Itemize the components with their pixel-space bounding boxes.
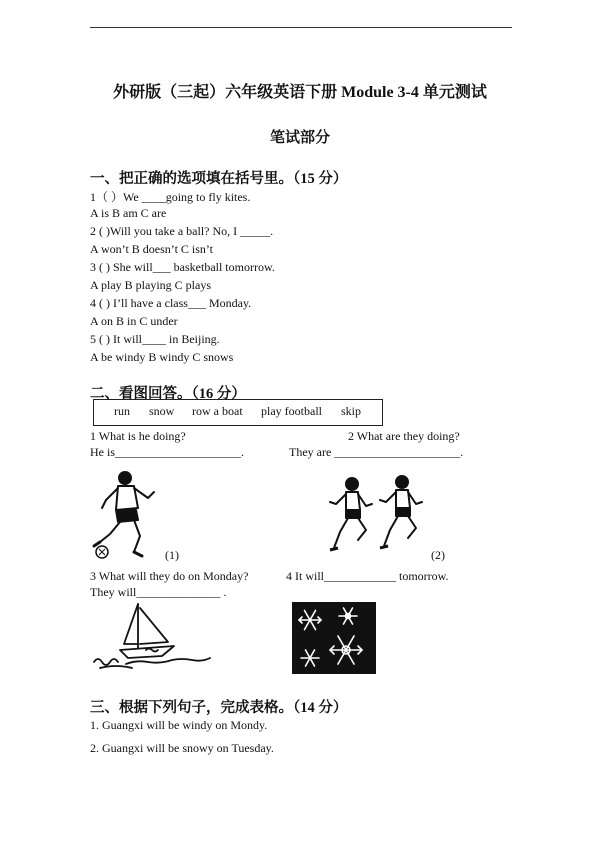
word-bank-item: play football xyxy=(261,404,322,418)
picture-question-1: 1 What is he doing? xyxy=(90,429,186,443)
sentence-line: 1. Guangxi will be windy on Mondy. xyxy=(90,718,268,732)
sentence-line: 2. Guangxi will be snowy on Tuesday. xyxy=(90,741,274,755)
picture-question-2: 2 What are they doing? xyxy=(348,429,460,443)
snowflakes-picture xyxy=(292,602,376,674)
page-subtitle: 笔试部分 xyxy=(269,130,330,146)
picture-answer-1: He is_____________________. xyxy=(90,445,244,459)
header-rule xyxy=(90,27,512,28)
options-line: A be windy B windy C snows xyxy=(90,350,234,364)
question-line: 3 ( ) She will___ basketball tomorrow. xyxy=(90,260,275,274)
picture-question-4: 4 It will____________ tomorrow. xyxy=(286,569,449,583)
word-bank-item: row a boat xyxy=(192,404,243,418)
question-line: 4 ( ) I’ll have a class___ Monday. xyxy=(90,296,252,310)
picture-label-2: (2) xyxy=(431,548,445,562)
question-line: 1（ ）We ____going to fly kites. xyxy=(90,190,251,204)
sailboat-picture xyxy=(90,598,218,670)
word-bank-item: run xyxy=(114,404,130,418)
section1-heading: 一、把正确的选项填在括号里。（15 分） xyxy=(90,171,348,187)
options-line: A on B in C under xyxy=(90,314,178,328)
question-line: 2 ( )Will you take a ball? No, I _____. xyxy=(90,224,274,238)
picture-answer-3: They will______________ . xyxy=(90,585,227,599)
options-line: A won’t B doesn’t C isn’t xyxy=(90,242,214,256)
word-bank-item: snow xyxy=(149,404,175,418)
picture-answer-2: They are _____________________. xyxy=(289,445,464,459)
word-bank-item: skip xyxy=(341,404,362,418)
options-line: A play B playing C plays xyxy=(90,278,211,292)
section2-heading: 二、看图回答。（16 分） xyxy=(90,386,246,402)
runners-picture xyxy=(322,474,428,560)
football-player-picture xyxy=(90,468,160,560)
options-line: A is B am C are xyxy=(90,206,167,220)
picture-question-3: 3 What will they do on Monday? xyxy=(90,569,249,583)
word-bank-box xyxy=(93,399,383,426)
section3-heading: 三、根据下列句子，完成表格。（14 分） xyxy=(90,700,348,716)
question-line: 5 ( ) It will____ in Beijing. xyxy=(90,332,220,346)
page-title: 外研版（三起）六年级英语下册 Module 3-4 单元测试 xyxy=(113,84,487,101)
picture-label-1: (1) xyxy=(165,548,179,562)
